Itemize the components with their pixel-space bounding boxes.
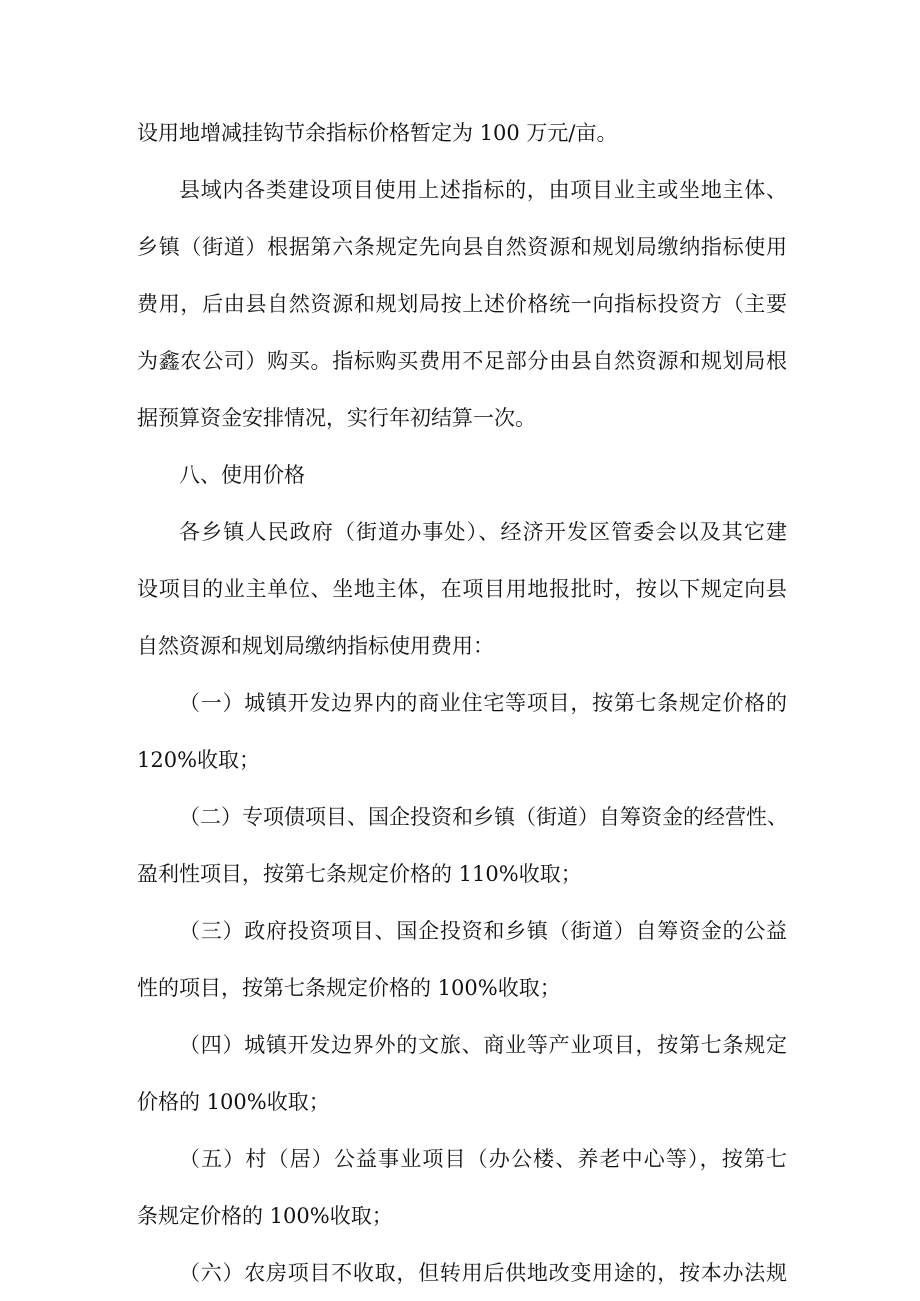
list-item-line: （一）城镇开发边界内的商业住宅等项目，按第七条规定价格的: [179, 691, 787, 715]
list-item-line: （三）政府投资项目、国企投资和乡镇（街道）自筹资金的公益: [179, 919, 787, 943]
list-item-line: （二）专项债项目、国企投资和乡镇（街道）自筹资金的经营性、: [179, 805, 788, 829]
paragraph-line: 设项目的业主单位、坐地主体，在项目用地报批时，按以下规定向县: [137, 577, 787, 601]
list-item-line: （五）村（居）公益事业项目（办公楼、养老中心等），按第七: [179, 1147, 787, 1171]
paragraph-line: 自然资源和规划局缴纳指标使用费用：: [137, 634, 494, 658]
list-item-line: 盈利性项目，按第七条规定价格的 110%收取；: [137, 862, 582, 886]
list-item-line: （六）农房项目不收取，但转用后供地改变用途的，按本办法规: [179, 1261, 787, 1285]
list-item-line: 120%收取；: [137, 748, 261, 772]
paragraph-line: 据预算资金安排情况，实行年初结算一次。: [137, 406, 536, 430]
list-item-line: （四）城镇开发边界外的文旅、商业等产业项目，按第七条规定: [179, 1033, 787, 1057]
paragraph-line: 各乡镇人民政府（街道办事处）、经济开发区管委会以及其它建: [179, 520, 787, 544]
paragraph-line: 费用，后由县自然资源和规划局按上述价格统一向指标投资方（主要: [137, 292, 787, 316]
paragraph-line: 设用地增减挂钩节余指标价格暂定为 100 万元/亩。: [137, 121, 618, 145]
list-item-line: 性的项目，按第七条规定价格的 100%收取；: [137, 976, 561, 1000]
list-item-line: 价格的 100%收取；: [137, 1090, 330, 1114]
paragraph-line: 县域内各类建设项目使用上述指标的，由项目业主或坐地主体、: [179, 178, 787, 202]
paragraph-line: 乡镇（街道）根据第六条规定先向县自然资源和规划局缴纳指标使用: [137, 235, 787, 259]
paragraph-line: 为鑫农公司）购买。指标购买费用不足部分由县自然资源和规划局根: [137, 349, 787, 373]
list-item-line: 条规定价格的 100%收取；: [137, 1204, 393, 1228]
section-heading: 八、使用价格: [179, 463, 305, 487]
